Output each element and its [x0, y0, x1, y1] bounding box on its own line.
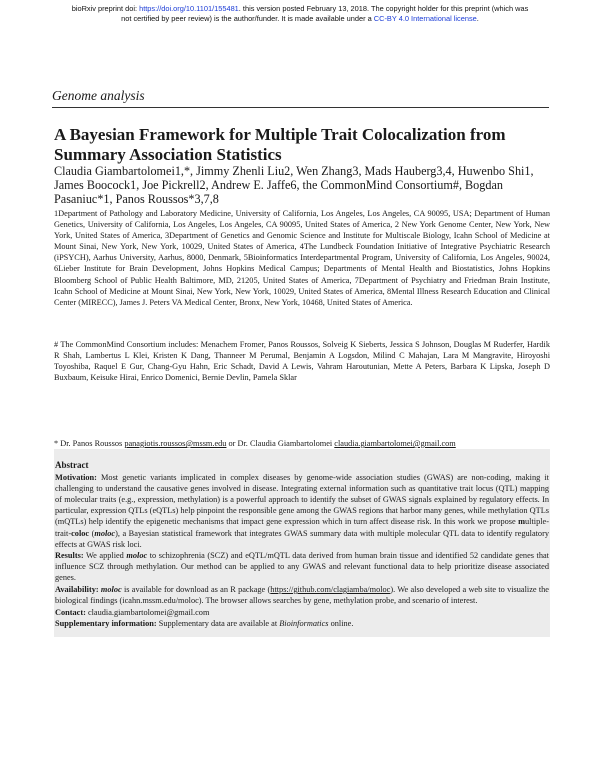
- abstract-availability: [55, 584, 549, 606]
- motivation-text: Most genetic variants implicated in complex diseases by genome-wide association studies (GWAS) are non-coding, making it challenging to understand the causative genes involved in disease. Integrating external information such as quantitative trait locus (QTL) mapping of molecular traits (e.g., expression, methylation) is a powerful approach to identify the subset of GWAS signals explained by regulatory effects. In particular, expression QTLs (eQTLs) help pinpoint the responsible gene among the GWAS regions that harbor many genes, while methylation QTLs (mQTLs) help identify the epigenetic mechanisms that impact gene expression which in turn affect disease risk. In this work we propose: [55, 473, 549, 527]
- correspondence-note: [54, 438, 550, 449]
- motivation-label: Motivation:: [55, 473, 97, 483]
- correspondence-text: or Dr. Claudia Giambartolomei: [226, 439, 335, 448]
- results-text: to schizophrenia (SCZ) and eQTL/mQTL data derived from human brain tissue and identified 52 candidate genes that influence SCZ through methylation. Our method can be applied to any GWAS and relevant functional data to help prioritize disease associated genes.: [55, 551, 549, 583]
- abstract-motivation: [55, 472, 549, 550]
- email-link-roussos[interactable]: panagiotis.roussos@mssm.edu: [124, 439, 227, 448]
- supplementary-text: online.: [328, 619, 354, 629]
- supplementary-label: Supplementary information:: [55, 619, 157, 629]
- consortium-members: # The CommonMind Consortium includes: Menachem Fromer, Panos Roussos, Solveig K Sieberts, Jessica S Johnson, Douglas M Ruderfer, Hardik R Shah, Lambertus L Klei, Kristen K Dang, Thanneer M Perumal, Benjamin A Logsdon, Milind C Mahajan, Lara M Mangravite, Hiroyoshi Toyoshiba, Raquel E Gur, Chang-Gyu Hahn, Eric Schadt, David A Lewis, Vahram Haroutunian, Mette A Peters, Barbara K Lipska, Joseph D Buxbaum, Keisuke Hirai, Enrico Domenici, Bernie Devlin, Pamela Sklar: [54, 340, 550, 383]
- abstract-contact: [55, 607, 549, 618]
- section-label: Genome analysis: [52, 88, 145, 103]
- motivation-text: moloc: [94, 528, 116, 538]
- motivation-text: m: [518, 517, 526, 527]
- contact-text: claudia.giambartolomei@gmail.com: [85, 607, 210, 617]
- motivation-text: ), a Bayesian statistical framework that integrates GWAS summary data with multiple molecular QTL data to identify regulatory effects at GWAS risk loci.: [55, 528, 549, 549]
- header-text: .: [476, 13, 479, 23]
- header-line-2: [0, 14, 600, 24]
- email-link-giambartolomei[interactable]: claudia.giambartolomei@gmail.com: [334, 439, 456, 448]
- section-divider: [52, 107, 549, 108]
- header-text: not certified by peer review) is the author/funder. It is made available under a: [121, 13, 374, 23]
- doi-link[interactable]: https://doi.org/10.1101/155481: [139, 4, 239, 13]
- correspondence-text: * Dr. Panos Roussos: [54, 439, 125, 448]
- preprint-header: [0, 4, 600, 23]
- availability-label: Availability:: [55, 585, 99, 595]
- availability-text: moloc: [100, 585, 122, 595]
- motivation-text: (: [89, 528, 95, 538]
- results-label: Results:: [55, 551, 84, 561]
- license-link[interactable]: CC-BY 4.0 International license: [373, 13, 477, 23]
- availability-text: ). We also developed a web site to visualize the biological findings (icahn.mssm.edu/moloc). The browser allows searches by gene, methylation probe, and scenario of interest.: [55, 585, 549, 606]
- supplementary-text: Supplementary data are available at: [156, 619, 280, 629]
- header-text: bioRxiv preprint doi:: [71, 4, 140, 13]
- abstract-results: [55, 550, 549, 583]
- abstract-box: [54, 449, 550, 637]
- journal-name: Bioinformatics: [279, 619, 329, 629]
- motivation-text: ultiple-trait-: [55, 517, 549, 538]
- header-line-1: [0, 4, 600, 14]
- motivation-text: coloc: [71, 528, 90, 538]
- results-text: We applied: [83, 551, 127, 561]
- results-text: moloc: [126, 551, 148, 561]
- contact-label: Contact:: [55, 607, 86, 617]
- github-link[interactable]: https://github.com/clagiamba/moloc: [270, 585, 391, 595]
- author-list: Claudia Giambartolomei1,*, Jimmy Zhenli Liu2, Wen Zhang3, Mads Hauberg3,4, Huwenbo Shi1, James Boocock1, Joe Pickrell2, Andrew E. Jaffe6, the CommonMind Consortium#, Bogdan Pasaniuc*1, Panos Roussos*3,7,8: [54, 164, 534, 206]
- affiliations: 1Department of Pathology and Laboratory Medicine, University of California, Los Angeles, Los Angeles, CA 90095, USA; Department of Human Genetics, University of California, Los Angeles, Los Angeles, CA 90095, United States of America, 2 New York Genome Center, New York, New York, United States of America, 3Department of Genetics and Genomic Science and Institute for Multiscale Biology, Icahn School of Medicine at Mount Sinai, New York, New York, 10029, United States of America, 4The Lundbeck Foundation Initiative of Integrative Psychiatric Research (iPSYCH), Aarhus University, Aarhus, 8000, Denmark, 5Bioinformatics Interdepartmental Program, University of California, Los Angeles, 90024, 6Lieber Institute for Brain Development, Johns Hopkins Medical Campus; Departments of Mental Health and Biostatistics, Johns Hopkins Bloomberg School of Public Health Baltimore, MD, 21205, United States of America, 7Department of Psychiatry and Friedman Brain Institute, Icahn School of Medicine at Mount Sinai, New York, New York, 10029, United States of America, 8Mental Illness Research Education and Clinical Center (MIRECC), James J. Peters VA Medical Center, Bronx, New York, 10468, United States of America.: [54, 209, 550, 307]
- abstract-heading: Abstract: [55, 460, 89, 470]
- paper-title: A Bayesian Framework for Multiple Trait Colocalization from Summary Association Statistics: [54, 125, 506, 164]
- abstract-supplementary: [55, 618, 549, 629]
- header-text: . this version posted February 13, 2018. The copyright holder for this preprint (which was: [238, 4, 529, 13]
- availability-text: is available for download as an R package (: [121, 585, 271, 595]
